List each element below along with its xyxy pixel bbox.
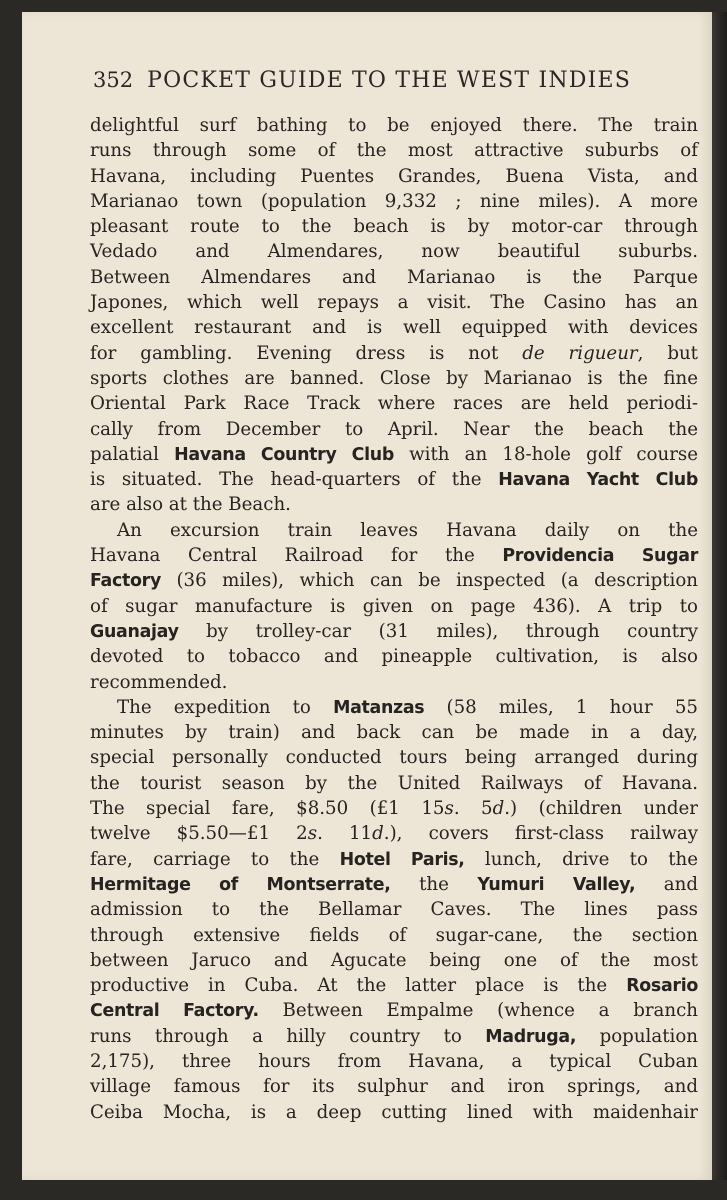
body-text xyxy=(90,113,698,1125)
page-edge xyxy=(712,12,727,1180)
place-name: Central Factory. xyxy=(90,1001,259,1022)
text-line: through extensive fields of sugar-cane, the section xyxy=(90,924,698,946)
page-number: 352 xyxy=(93,68,134,92)
text-line: are also at the Beach. xyxy=(90,494,291,516)
text-line: Hermitage of Montserrate, the Yumuri Valley, and xyxy=(90,873,698,895)
text-line: Oriental Park Race Track where races are held periodi- xyxy=(90,393,698,415)
text-line: runs through a hilly country to Madruga, population xyxy=(90,1025,698,1047)
text-line: Havana Central Railroad for the Providencia Sugar xyxy=(90,545,698,567)
text-line: Marianao town (population 9,332 ; nine miles). A more xyxy=(90,190,698,212)
book-title: POCKET GUIDE TO THE WEST INDIES xyxy=(147,68,632,93)
place-name: Providencia Sugar xyxy=(502,546,698,567)
place-name: Guanajay xyxy=(90,621,179,642)
text-line: The special fare, $8.50 (£1 15s. 5d.) (children under xyxy=(90,798,698,820)
place-name: Hermitage of Montserrate, xyxy=(90,874,391,895)
text-line: is situated. The head-quarters of the Havana Yacht Club xyxy=(90,469,698,491)
text-line: An excursion train leaves Havana daily on the xyxy=(117,519,698,541)
place-name: Madruga, xyxy=(485,1026,577,1047)
text-line: devoted to tobacco and pineapple cultivation, is also xyxy=(90,646,698,668)
text-line: between Jaruco and Agucate being one of the most xyxy=(90,949,698,971)
text-line: for gambling. Evening dress is not de rigueur, but xyxy=(90,342,698,364)
text-line: pleasant route to the beach is by motor-car through xyxy=(90,216,698,238)
text-line: Vedado and Almendares, now beautiful suburbs. xyxy=(90,241,698,263)
text-line: admission to the Bellamar Caves. The lines pass xyxy=(90,899,698,921)
text-line: runs through some of the most attractive suburbs of xyxy=(90,140,698,162)
place-name: Factory xyxy=(90,571,161,592)
text-line: recommended. xyxy=(90,671,228,693)
text-line: excellent restaurant and is well equipped with devices xyxy=(90,317,698,339)
text-line: delightful surf bathing to be enjoyed there. The train xyxy=(90,115,698,136)
place-name: Matanzas xyxy=(333,697,425,718)
text-line: Japones, which well repays a visit. The Casino has an xyxy=(90,292,698,314)
text-line: productive in Cuba. At the latter place is the Rosario xyxy=(90,975,698,997)
italic-phrase: de rigueur xyxy=(522,342,638,364)
place-name: Yumuri Valley, xyxy=(477,874,636,895)
text-line: special personally conducted tours being arranged during xyxy=(90,747,698,769)
text-line: fare, carriage to the Hotel Paris, lunch, drive to the xyxy=(90,848,698,870)
running-header xyxy=(93,68,703,93)
text-line: 2,175), three hours from Havana, a typical Cuban xyxy=(90,1050,698,1072)
text-line: sports clothes are banned. Close by Marianao is the fine xyxy=(90,367,698,389)
place-name: Havana Yacht Club xyxy=(498,470,698,491)
place-name: Rosario xyxy=(626,976,698,997)
text-line: Between Almendares and Marianao is the Parque xyxy=(90,266,698,288)
text-line: Havana, including Puentes Grandes, Buena Vista, and xyxy=(90,165,698,187)
text-line: cally from December to April. Near the beach the xyxy=(90,418,698,440)
text-line: the tourist season by the United Railways of Havana. xyxy=(90,772,698,794)
place-name: Havana Country Club xyxy=(174,444,394,465)
text-line: Factory (36 miles), which can be inspected (a description xyxy=(90,570,698,592)
text-line: village famous for its sulphur and iron springs, and xyxy=(90,1076,698,1098)
text-line: The expedition to Matanzas (58 miles, 1 hour 55 xyxy=(117,696,698,718)
text-line: Guanajay by trolley-car (31 miles), through country xyxy=(90,620,698,642)
text-line: minutes by train) and back can be made in a day, xyxy=(90,722,698,744)
text-line: Ceiba Mocha, is a deep cutting lined with maidenhair xyxy=(90,1101,698,1123)
text-line: palatial Havana Country Club with an 18-hole golf course xyxy=(90,443,698,465)
text-line: of sugar manufacture is given on page 436). A trip to xyxy=(90,595,698,617)
place-name: Hotel Paris, xyxy=(339,849,465,870)
text-line: Central Factory. Between Empalme (whence a branch xyxy=(90,1000,698,1022)
text-line: twelve $5.50—£1 2s. 11d.), covers first-class railway xyxy=(90,823,698,845)
